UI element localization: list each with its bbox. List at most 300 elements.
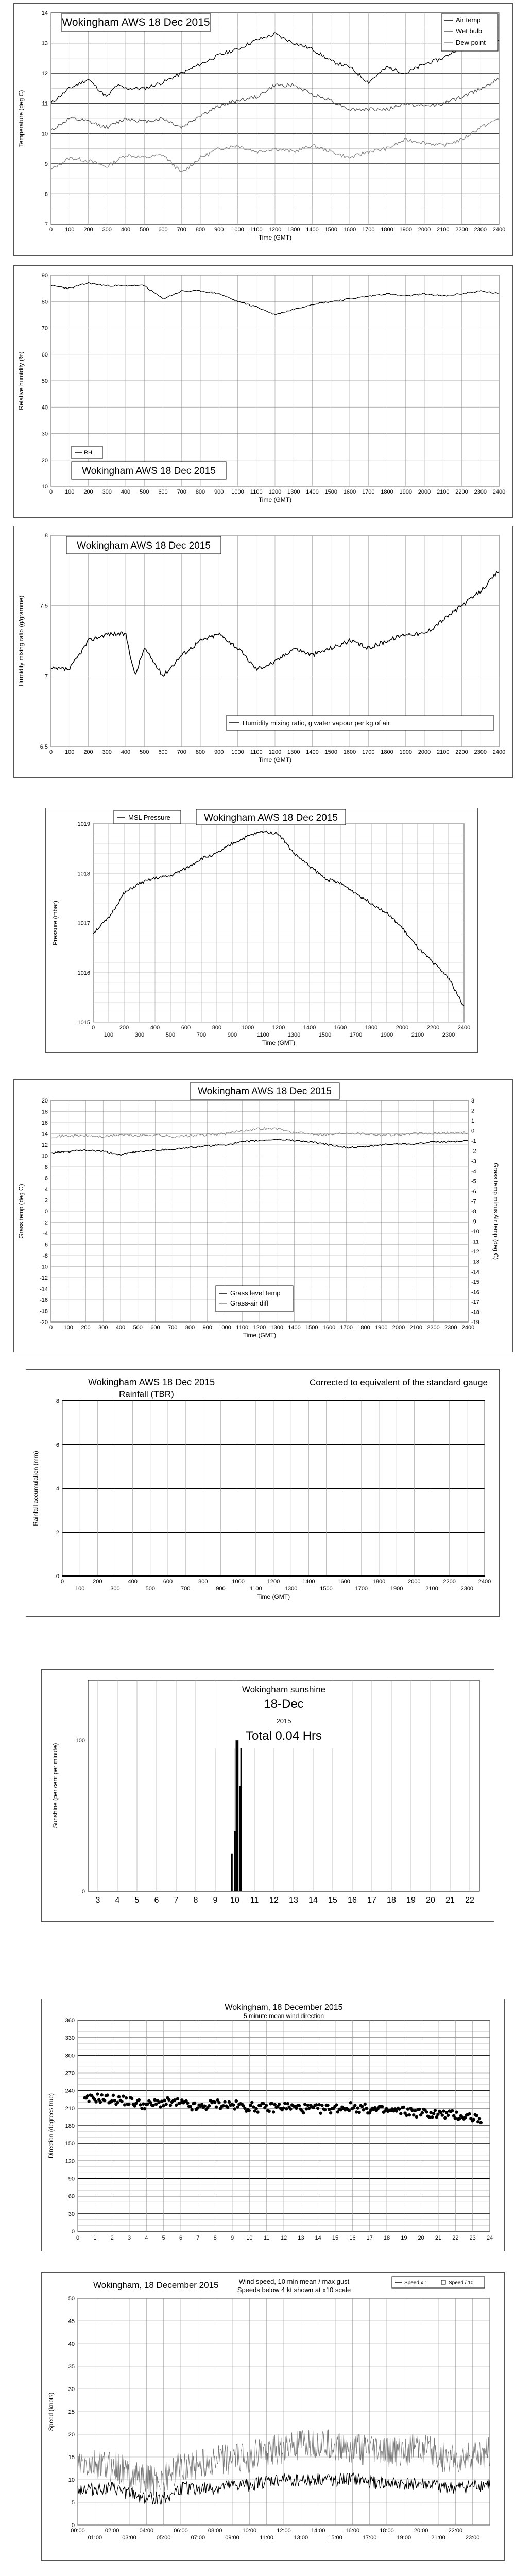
- chart-subtitle: Wind speed, 10 min mean / max gust: [238, 2278, 350, 2285]
- direction-point: [213, 2100, 216, 2104]
- y2-tick-label: -13: [471, 1259, 479, 1265]
- x-tick-label: 19: [401, 2235, 407, 2241]
- direction-point: [142, 2102, 145, 2105]
- x-tick-label: 1900: [399, 749, 412, 755]
- x-tick-label: 100: [65, 749, 75, 755]
- x-tick-label: 1500: [320, 1586, 333, 1592]
- x-tick-label: 2100: [437, 749, 450, 755]
- x-tick-label: 900: [214, 227, 224, 233]
- legend-label: Grass-air diff: [230, 1299, 269, 1307]
- x-tick-label: 800: [198, 1579, 208, 1585]
- x-tick-label: 2000: [418, 749, 431, 755]
- y2-tick-label: -4: [471, 1168, 476, 1175]
- x-tick-label: 900: [216, 1586, 226, 1592]
- mixing-ratio-chart: [14, 526, 511, 776]
- chart-title: Wokingham AWS 18 Dec 2015: [62, 16, 210, 28]
- x-tick-label: 1700: [362, 227, 375, 233]
- y-axis-label: Humidity mixing ratio (g/gramme): [18, 595, 25, 687]
- x-tick-label: 300: [110, 1586, 120, 1592]
- x-tick-label: 1500: [324, 227, 337, 233]
- legend-label: Speed x 1: [404, 2280, 428, 2286]
- x-tick-label: 1000: [218, 1325, 231, 1331]
- y2-tick-label: -6: [471, 1188, 476, 1195]
- chart-year: 2015: [276, 1717, 291, 1725]
- x-tick-label: 2200: [426, 1025, 440, 1031]
- direction-point: [454, 2116, 457, 2120]
- x-tick-label: 1600: [343, 227, 356, 233]
- x-tick-label: 1200: [268, 749, 282, 755]
- y-tick-label: 9: [44, 161, 48, 167]
- direction-point: [103, 2099, 106, 2102]
- y-tick-label: 120: [65, 2158, 75, 2165]
- x-tick-label: 900: [214, 489, 224, 495]
- y-tick-label: 330: [65, 2035, 75, 2042]
- direction-point: [364, 2103, 367, 2106]
- direction-point: [196, 2106, 199, 2109]
- y2-axis-label: Grass temp minus Air temp (deg C): [492, 1162, 500, 1260]
- x-tick-label: 2200: [443, 1579, 456, 1585]
- x-tick-label: 19: [406, 1896, 416, 1905]
- direction-point: [468, 2112, 471, 2115]
- y-tick-label: 8: [56, 1398, 59, 1404]
- legend-label: Air temp: [456, 16, 481, 24]
- direction-point: [283, 2102, 286, 2105]
- x-tick-label: 1700: [362, 749, 375, 755]
- direction-point: [472, 2118, 475, 2121]
- direction-point: [445, 2111, 448, 2114]
- x-tick-label: 1800: [365, 1025, 378, 1031]
- x-tick-label: 1700: [362, 489, 375, 495]
- direction-point: [428, 2115, 431, 2119]
- y-tick-label: 0: [81, 1889, 85, 1895]
- x-tick-label: 9: [230, 2235, 234, 2241]
- x-tick-label: 2100: [437, 489, 450, 495]
- x-tick-label: 2200: [455, 749, 468, 755]
- x-tick-label: 100: [104, 1032, 114, 1038]
- direction-point: [336, 2110, 339, 2113]
- x-tick-label: 200: [81, 1325, 91, 1331]
- direction-point: [442, 2109, 445, 2112]
- x-tick-label: 1500: [305, 1325, 318, 1331]
- chart-date: 18-Dec: [264, 1697, 304, 1711]
- x-tick-label: 300: [98, 1325, 108, 1331]
- direction-point: [232, 2104, 235, 2107]
- x-tick-label: 2300: [442, 1032, 455, 1038]
- x-tick-label: 11:00: [260, 2535, 274, 2541]
- y2-tick-label: 0: [471, 1128, 475, 1134]
- x-tick-label: 2100: [411, 1032, 424, 1038]
- direction-point: [475, 2114, 478, 2117]
- x-tick-label: 8: [213, 2235, 217, 2241]
- direction-point: [160, 2099, 163, 2103]
- x-tick-label: 100: [65, 227, 75, 233]
- direction-point: [414, 2109, 417, 2112]
- x-tick-label: 21: [445, 1896, 455, 1905]
- direction-point: [432, 2112, 435, 2115]
- x-axis-label: Time (GMT): [256, 1593, 290, 1600]
- x-tick-label: 22: [465, 1896, 474, 1905]
- y-tick-label: 1017: [77, 920, 90, 927]
- direction-point: [357, 2111, 360, 2114]
- x-tick-label: 700: [168, 1325, 178, 1331]
- y-tick-label: 20: [41, 457, 48, 464]
- y-tick-label: 7.5: [40, 603, 48, 609]
- sunshine-chart: [42, 1670, 493, 1920]
- direction-point: [112, 2094, 115, 2097]
- y-axis-label: Relative humidity (%): [18, 351, 25, 410]
- humidity-chart-panel: [13, 265, 513, 518]
- x-tick-label: 100: [63, 1325, 73, 1331]
- y-tick-label: 6: [56, 1442, 59, 1448]
- direction-point: [169, 2104, 172, 2107]
- x-tick-label: 300: [102, 749, 112, 755]
- x-tick-label: 800: [212, 1025, 222, 1031]
- direction-point: [223, 2100, 226, 2103]
- direction-point: [360, 2105, 364, 2108]
- y-tick-label: -10: [40, 1264, 48, 1270]
- direction-point: [355, 2110, 358, 2113]
- direction-point: [254, 2107, 258, 2110]
- direction-point: [267, 2110, 270, 2113]
- y-tick-label: 300: [65, 2053, 75, 2059]
- x-tick-label: 13:00: [294, 2535, 308, 2541]
- direction-point: [162, 2104, 165, 2107]
- x-tick-label: 05:00: [156, 2535, 171, 2541]
- x-tick-label: 0: [76, 2235, 80, 2241]
- x-tick-label: 0: [49, 227, 53, 233]
- y-tick-label: 80: [41, 299, 48, 306]
- direction-point: [228, 2100, 231, 2104]
- direction-point: [200, 2103, 203, 2106]
- y2-tick-label: -5: [471, 1178, 476, 1185]
- x-tick-label: 1700: [355, 1586, 368, 1592]
- x-tick-label: 300: [102, 227, 112, 233]
- y-tick-label: 240: [65, 2088, 75, 2094]
- direction-point: [130, 2097, 133, 2100]
- x-tick-label: 15:00: [328, 2535, 342, 2541]
- x-tick-label: 14: [308, 1896, 318, 1905]
- x-tick-label: 2100: [425, 1586, 438, 1592]
- y2-tick-label: -2: [471, 1148, 476, 1155]
- x-tick-label: 600: [150, 1325, 160, 1331]
- x-tick-label: 1300: [270, 1325, 283, 1331]
- direction-point: [163, 2099, 166, 2102]
- x-tick-label: 10: [246, 2235, 253, 2241]
- x-tick-label: 22:00: [448, 2528, 463, 2534]
- x-tick-label: 1100: [250, 227, 263, 233]
- direction-point: [139, 2103, 142, 2106]
- direction-point: [395, 2109, 398, 2112]
- y-tick-label: 360: [65, 2018, 75, 2024]
- chart-title: Wokingham AWS 18 Dec 2015: [88, 1377, 215, 1387]
- direction-point: [96, 2092, 99, 2095]
- direction-point: [252, 2105, 255, 2108]
- y-tick-label: 11: [42, 100, 48, 107]
- direction-point: [190, 2108, 193, 2111]
- x-tick-label: 11: [250, 1896, 259, 1905]
- y2-tick-label: 2: [471, 1108, 475, 1114]
- wind-speed-chart-panel: [41, 2272, 505, 2561]
- chart-subtitle: Rainfall (TBR): [119, 1389, 174, 1399]
- y-tick-label: -16: [40, 1297, 48, 1303]
- x-tick-label: 700: [177, 749, 186, 755]
- legend-label: Dew point: [456, 39, 486, 46]
- x-tick-label: 14:00: [311, 2528, 325, 2534]
- direction-point: [356, 2106, 359, 2109]
- x-tick-label: 2400: [461, 1325, 475, 1331]
- x-tick-label: 2000: [408, 1579, 421, 1585]
- y2-tick-label: -17: [471, 1299, 479, 1306]
- x-tick-label: 1200: [267, 1579, 280, 1585]
- x-tick-label: 400: [150, 1025, 160, 1031]
- y2-tick-label: -9: [471, 1218, 476, 1225]
- direction-point: [398, 2107, 401, 2110]
- x-tick-label: 100: [65, 489, 75, 495]
- x-tick-label: 1400: [306, 749, 319, 755]
- direction-point: [87, 2100, 90, 2103]
- direction-point: [425, 2110, 428, 2113]
- direction-point: [421, 2111, 424, 2114]
- direction-point: [479, 2121, 483, 2124]
- temperature-chart-panel: [13, 3, 513, 256]
- x-tick-label: 800: [195, 489, 205, 495]
- x-tick-label: 1200: [253, 1325, 266, 1331]
- y-tick-label: 60: [68, 2193, 75, 2200]
- direction-point: [305, 2107, 308, 2110]
- x-tick-label: 2300: [460, 1586, 474, 1592]
- y2-tick-label: -16: [471, 1289, 479, 1296]
- x-tick-label: 1900: [380, 1032, 393, 1038]
- y-tick-label: 6.5: [40, 744, 48, 750]
- x-tick-label: 10:00: [242, 2528, 257, 2534]
- x-tick-label: 1600: [322, 1325, 336, 1331]
- y-tick-label: 40: [68, 2341, 75, 2347]
- y-tick-label: 35: [68, 2364, 75, 2370]
- rainfall-chart-panel: [26, 1369, 500, 1617]
- direction-point: [158, 2100, 161, 2104]
- x-tick-label: 1800: [357, 1325, 370, 1331]
- sunshine-bar: [234, 1831, 236, 1891]
- x-tick-label: 1500: [318, 1032, 332, 1038]
- legend-label: Speed / 10: [449, 2280, 474, 2286]
- humidity-chart: [14, 266, 511, 516]
- sunshine-bar: [236, 1740, 237, 1891]
- chart-subtitle: 5 minute mean wind direction: [243, 2012, 324, 2020]
- x-tick-label: 17:00: [362, 2535, 377, 2541]
- direction-point: [307, 2107, 311, 2110]
- y-tick-label: 20: [68, 2432, 75, 2438]
- y2-tick-label: -11: [471, 1239, 479, 1245]
- direction-point: [217, 2101, 220, 2104]
- x-tick-label: 12:00: [277, 2528, 291, 2534]
- y-tick-label: 100: [75, 1738, 85, 1744]
- legend-swatch: [441, 2280, 445, 2284]
- direction-point: [125, 2096, 128, 2099]
- x-tick-label: 19:00: [397, 2535, 411, 2541]
- x-tick-label: 15: [332, 2235, 339, 2241]
- direction-point: [265, 2104, 268, 2107]
- y-tick-label: -18: [40, 1308, 48, 1315]
- direction-point: [99, 2100, 102, 2104]
- direction-point: [298, 2104, 301, 2107]
- legend-label: Grass level temp: [230, 1289, 281, 1297]
- y-tick-label: 0: [71, 2229, 75, 2235]
- y-tick-label: 4: [56, 1486, 59, 1492]
- x-tick-label: 24: [486, 2235, 493, 2241]
- x-tick-label: 400: [121, 489, 131, 495]
- y-tick-label: 14: [41, 10, 48, 16]
- x-tick-label: 200: [83, 749, 93, 755]
- direction-point: [329, 2111, 332, 2114]
- x-tick-label: 200: [83, 227, 93, 233]
- x-tick-label: 1500: [324, 749, 337, 755]
- direction-point: [256, 2110, 259, 2113]
- direction-point: [353, 2104, 356, 2107]
- x-tick-label: 800: [195, 227, 205, 233]
- x-tick-label: 16:00: [345, 2528, 360, 2534]
- y-tick-label: 270: [65, 2070, 75, 2077]
- x-tick-label: 1400: [306, 489, 319, 495]
- x-tick-label: 22: [452, 2235, 459, 2241]
- x-tick-label: 500: [140, 227, 149, 233]
- direction-point: [447, 2114, 450, 2117]
- x-tick-label: 1800: [381, 489, 393, 495]
- direction-point: [302, 2111, 305, 2114]
- x-tick-label: 1600: [343, 489, 356, 495]
- legend-label: Wet bulb: [456, 27, 483, 35]
- pressure-chart: [46, 808, 476, 1051]
- x-tick-label: 5: [134, 1896, 140, 1905]
- x-tick-label: 13: [289, 1896, 298, 1905]
- x-tick-label: 2400: [492, 489, 506, 495]
- x-tick-label: 1800: [372, 1579, 386, 1585]
- sunshine-bar: [237, 1740, 238, 1891]
- x-tick-label: 07:00: [191, 2535, 205, 2541]
- direction-point: [406, 2107, 409, 2110]
- x-tick-label: 16: [348, 1896, 357, 1905]
- direction-point: [328, 2108, 331, 2111]
- direction-point: [318, 2103, 321, 2106]
- y-tick-label: 2: [44, 1197, 48, 1204]
- x-tick-label: 500: [133, 1325, 143, 1331]
- grass-temp-chart-panel: [13, 1079, 513, 1352]
- y-tick-label: 4: [44, 1187, 48, 1193]
- x-tick-label: 400: [115, 1325, 126, 1331]
- direction-point: [146, 2103, 149, 2106]
- pressure-chart-panel: [45, 808, 478, 1053]
- x-tick-label: 0: [91, 1025, 95, 1031]
- x-tick-label: 1800: [381, 749, 393, 755]
- y-tick-label: 70: [41, 325, 48, 332]
- x-tick-label: 1100: [250, 1586, 262, 1592]
- direction-point: [249, 2104, 252, 2107]
- direction-point: [278, 2103, 281, 2106]
- chart-title: Wokingham sunshine: [242, 1685, 326, 1694]
- direction-point: [262, 2102, 265, 2105]
- y-tick-label: 0: [71, 2522, 75, 2529]
- direction-point: [164, 2103, 167, 2106]
- direction-point: [151, 2104, 154, 2107]
- x-tick-label: 400: [128, 1579, 138, 1585]
- y2-tick-label: -15: [471, 1279, 479, 1285]
- x-tick-label: 4: [115, 1896, 120, 1905]
- direction-point: [402, 2106, 405, 2109]
- direction-point: [315, 2103, 318, 2106]
- x-tick-label: 2200: [427, 1325, 440, 1331]
- x-tick-label: 200: [93, 1579, 102, 1585]
- direction-point: [349, 2101, 352, 2104]
- y-tick-label: 7: [44, 673, 48, 680]
- x-tick-label: 500: [140, 749, 149, 755]
- y-tick-label: -14: [40, 1286, 48, 1293]
- direction-point: [339, 2108, 342, 2111]
- x-tick-label: 03:00: [122, 2535, 136, 2541]
- x-tick-label: 100: [75, 1586, 85, 1592]
- direction-point: [189, 2105, 192, 2108]
- direction-point: [408, 2113, 411, 2116]
- y2-tick-label: -7: [471, 1198, 476, 1205]
- direction-point: [193, 2102, 196, 2105]
- legend-label: Humidity mixing ratio, g water vapour per kg of air: [243, 719, 390, 727]
- x-tick-label: 600: [181, 1025, 191, 1031]
- y-tick-label: 20: [41, 1098, 48, 1104]
- x-tick-label: 300: [102, 489, 112, 495]
- y-tick-label: 12: [41, 1142, 48, 1148]
- x-tick-label: 12: [280, 2235, 287, 2241]
- direction-point: [289, 2107, 292, 2110]
- rainfall-chart: [26, 1370, 498, 1615]
- direction-point: [233, 2107, 236, 2110]
- y2-tick-label: 1: [471, 1118, 475, 1125]
- direction-point: [100, 2093, 103, 2096]
- chart-title: Wokingham AWS 18 Dec 2015: [82, 466, 216, 477]
- y-axis-label: Speed (knots): [47, 2392, 55, 2431]
- direction-point: [226, 2106, 229, 2109]
- y-tick-label: 18: [41, 1109, 48, 1115]
- x-tick-label: 1500: [324, 489, 337, 495]
- x-tick-label: 2000: [418, 227, 431, 233]
- direction-point: [140, 2107, 143, 2110]
- x-tick-label: 600: [158, 227, 168, 233]
- x-tick-label: 1300: [287, 489, 300, 495]
- chart-annotation: Corrected to equivalent of the standard gauge: [310, 1378, 488, 1387]
- direction-point: [159, 2105, 162, 2108]
- direction-point: [222, 2104, 225, 2107]
- x-tick-label: 12: [269, 1896, 279, 1905]
- x-tick-label: 1600: [343, 749, 356, 755]
- y-tick-label: 60: [41, 351, 48, 358]
- x-tick-label: 1900: [375, 1325, 388, 1331]
- x-tick-label: 1: [93, 2235, 97, 2241]
- y-tick-label: -6: [43, 1242, 48, 1248]
- x-tick-label: 1900: [399, 227, 412, 233]
- direction-point: [451, 2109, 454, 2112]
- x-tick-label: 200: [83, 489, 93, 495]
- x-tick-label: 20: [426, 1896, 435, 1905]
- direction-point: [405, 2114, 408, 2117]
- x-axis-label: Time (GMT): [258, 756, 292, 764]
- x-tick-label: 1300: [287, 227, 300, 233]
- direction-point: [143, 2107, 146, 2110]
- x-tick-label: 1200: [268, 227, 282, 233]
- x-tick-label: 2400: [457, 1025, 471, 1031]
- x-tick-label: 2000: [392, 1325, 405, 1331]
- direction-point: [215, 2105, 218, 2108]
- x-axis-label: Time (GMT): [262, 1039, 296, 1046]
- x-tick-label: 2000: [418, 489, 431, 495]
- x-tick-label: 2300: [444, 1325, 457, 1331]
- y-tick-label: 1015: [77, 1020, 90, 1026]
